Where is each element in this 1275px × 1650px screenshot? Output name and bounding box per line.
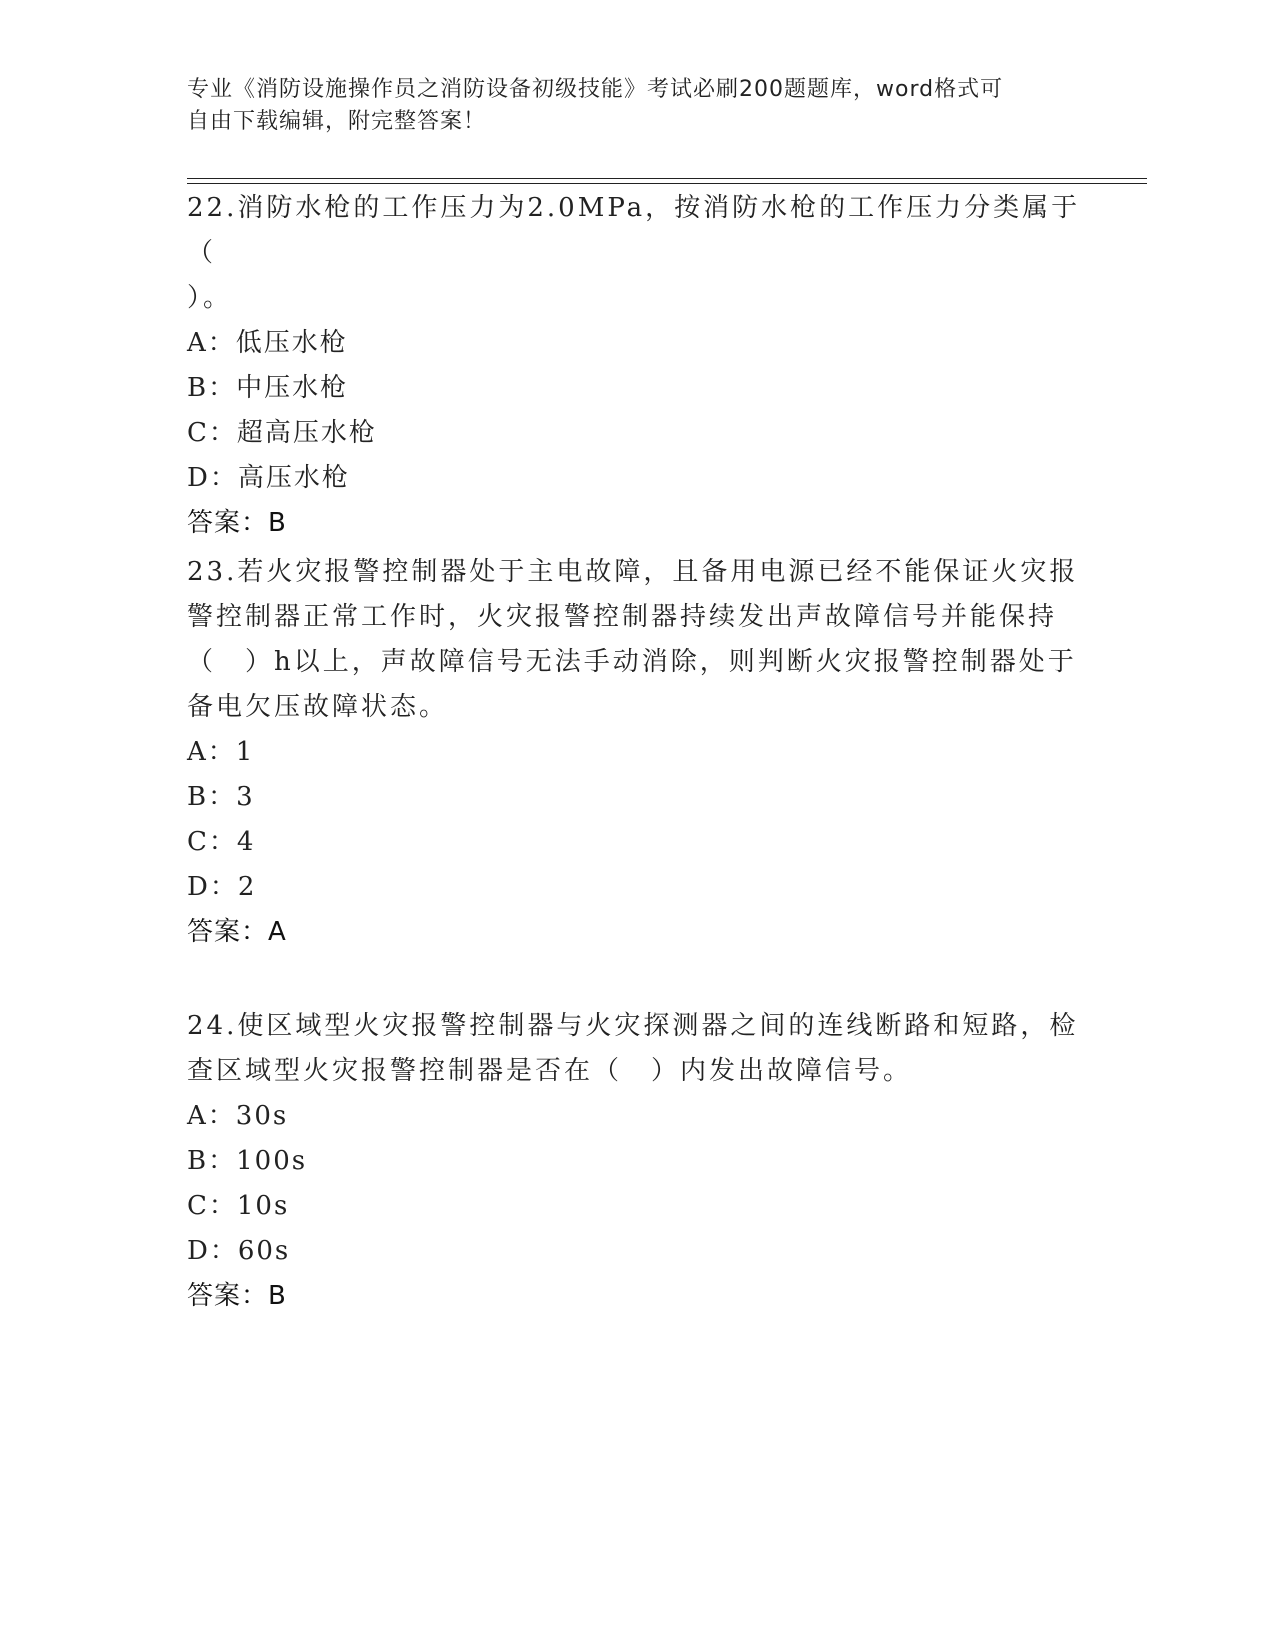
- header-divider-top: [187, 178, 1147, 179]
- option-c: C：10s: [187, 1191, 290, 1221]
- answer-line: 答案：B: [187, 508, 287, 538]
- question-24: [187, 1004, 1087, 1319]
- option-b: B：中压水枪: [187, 373, 349, 403]
- header-divider-bottom: [187, 183, 1147, 184]
- option-a: A：1: [187, 737, 255, 767]
- question-text-line: ）。: [187, 283, 233, 313]
- header-line-1: 专业《消防设施操作员之消防设备初级技能》考试必刷200题题库，word格式可: [187, 77, 1004, 102]
- option-a: A：30s: [187, 1101, 289, 1131]
- question-text-line: 备电欠压故障状态。: [187, 692, 449, 722]
- answer-line: 答案：A: [187, 917, 287, 947]
- question-text-line: 查区域型火灾报警控制器是否在（ ）内发出故障信号。: [187, 1056, 913, 1086]
- option-c: C：4: [187, 827, 256, 857]
- option-c: C：超高压水枪: [187, 418, 377, 448]
- option-b: B：3: [187, 782, 255, 812]
- document-header: [187, 74, 1087, 138]
- option-d: D：60s: [187, 1236, 291, 1266]
- question-text-line: 23.若火灾报警控制器处于主电故障，且备用电源已经不能保证火灾报: [187, 557, 1079, 587]
- option-b: B：100s: [187, 1146, 308, 1176]
- option-d: D：高压水枪: [187, 463, 350, 493]
- question-text-line: （ ）h以上，声故障信号无法手动消除，则判断火灾报警控制器处于: [187, 647, 1077, 677]
- question-text-line: 22.消防水枪的工作压力为2.0MPa，按消防水枪的工作压力分类属于（: [187, 193, 1081, 268]
- answer-line: 答案：B: [187, 1281, 287, 1311]
- question-22: [187, 186, 1087, 546]
- question-23: [187, 550, 1087, 955]
- question-text-line: 警控制器正常工作时，火灾报警控制器持续发出声故障信号并能保持: [187, 602, 1058, 632]
- question-text-line: 24.使区域型火灾报警控制器与火灾探测器之间的连线断路和短路，检: [187, 1011, 1079, 1041]
- header-line-2: 自由下载编辑，附完整答案！: [187, 109, 487, 134]
- option-a: A：低压水枪: [187, 328, 348, 358]
- option-d: D：2: [187, 872, 257, 902]
